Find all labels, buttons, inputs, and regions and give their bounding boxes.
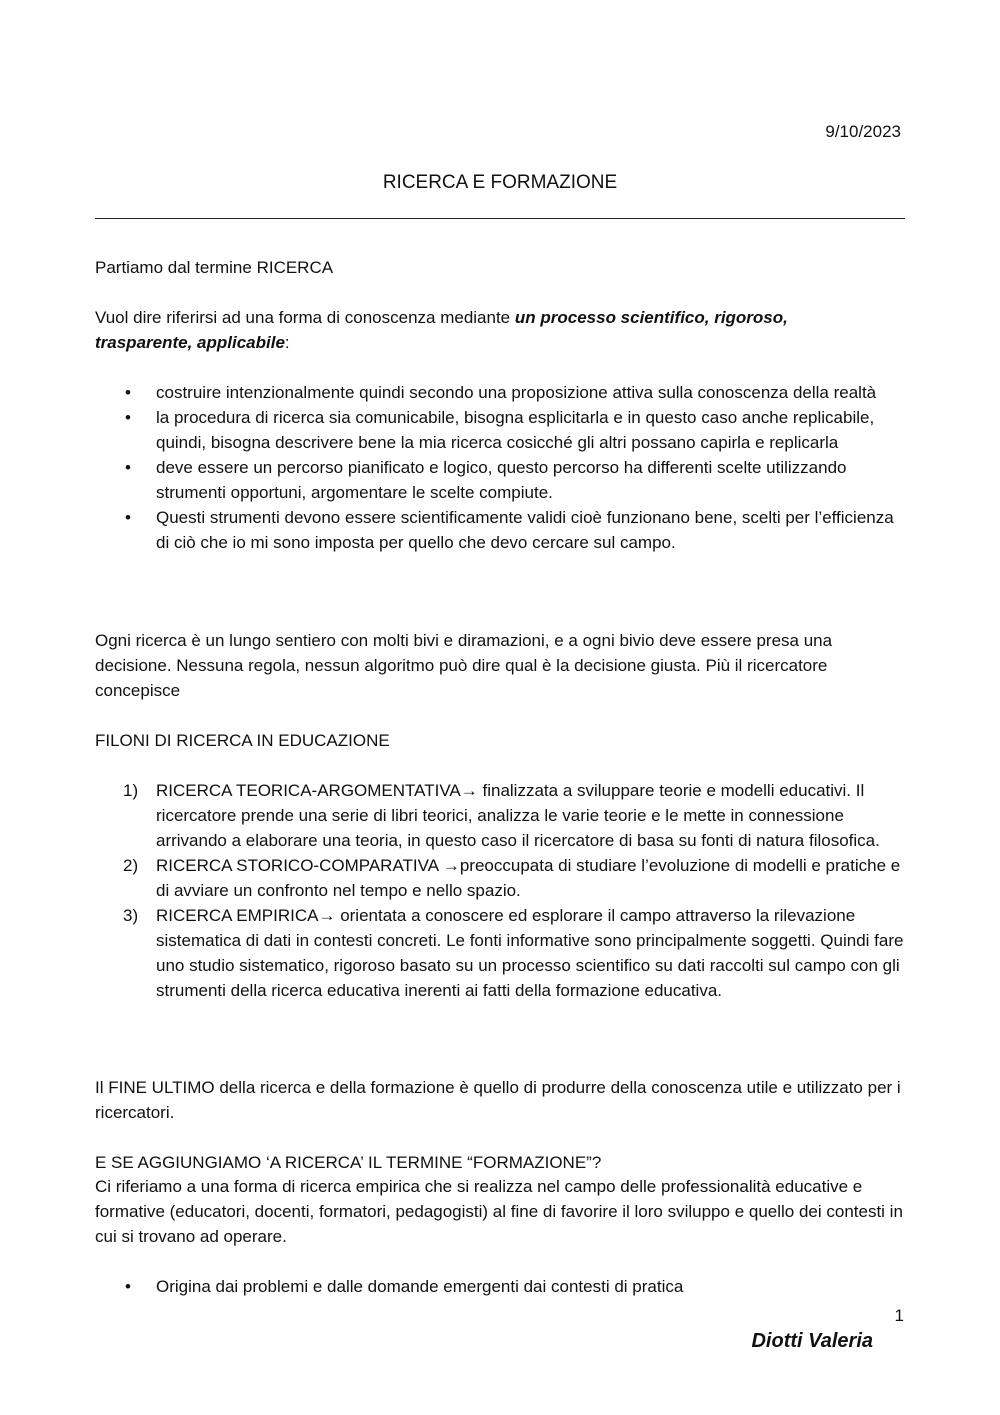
title-underline-rule [95,218,905,219]
definition-prefix: Vuol dire riferirsi ad una forma di conoscenza mediante [95,308,515,327]
final-goal-paragraph: Il FINE ULTIMO della ricerca e della formazione è quello di produrre della conoscenza utile e utilizzato per i ricercatori. [95,1078,901,1122]
bullet-icon: • [125,1277,131,1296]
list-item: • la procedura di ricerca sia comunicabile, bisogna esplicitarla e in questo caso anche replicabile, quindi, bisogna descrivere bene la mia ricerca cosicché gli altri possano capirla e replicarla [95,405,907,455]
list-item: • costruire intenzionalmente quindi secondo una proposizione attiva sulla conoscenza della realtà [95,380,907,405]
list-item: • Origina dai problemi e dalle domande emergenti dai contesti di pratica [95,1274,907,1299]
document-title: RICERCA E FORMAZIONE [382,172,618,193]
formazione-list [95,1274,907,1299]
section-heading-filoni: FILONI DI RICERCA IN EDUCAZIONE [95,731,390,750]
numbered-item: 1) RICERCA TEORICA-ARGOMENTATIVA→ finalizzata a sviluppare teorie e modelli educativi. Il ricercatore prende una serie di libri teorici, analizza le varie teorie e le mette in connessione arrivando a elaborare una teoria, in questo caso il ricercatore di basa su fonti di natura filosofica. [123,781,880,850]
research-criteria-list [95,380,907,555]
path-paragraph: Ogni ricerca è un lungo sentiero con molti bivi e diramazioni, e a ogni bivio deve essere presa una decisione. Nessuna regola, nessun algoritmo può dire qual è la decisione giusta. Più il ricercatore concepisce [95,631,833,700]
formazione-question: E SE AGGIUNGIAMO ‘A RICERCA’ IL TERMINE “FORMAZIONE”? [95,1153,602,1172]
page-number: 1 [894,1306,904,1325]
bullet-icon: • [125,408,131,427]
intro-paragraph: Partiamo dal termine RICERCA [95,258,334,277]
bullet-icon: • [125,508,131,527]
definition-suffix: : [284,333,290,352]
bullet-icon: • [125,383,131,402]
numbered-item: 2) RICERCA STORICO-COMPARATIVA →preoccupata di studiare l’evoluzione di modelli e pratiche e di avviare un confronto nel tempo e nello spazio. [123,856,901,900]
definition-emphasis-line1: un processo scientifico, rigoroso, [514,308,788,327]
list-item: • Questi strumenti devono essere scientificamente validi cioè funzionano bene, scelti per l’efficienza di ciò che io mi sono imposta per quello che devo cercare sul campo. [95,505,907,555]
numbered-item: 3) RICERCA EMPIRICA→ orientata a conoscere ed esplorare il campo attraverso la rilevazione sistematica di dati in contesti concreti. Le fonti informative sono principalmente soggetti. Quindi fare uno studio sistematico, rigoroso basato su un processo scientifico su dati raccolti sul campo con gli strumenti della ricerca educativa inerenti ai fatti della formazione educativa. [123,906,904,1000]
author-signature: Diotti Valeria [751,1330,873,1352]
document-date: 9/10/2023 [825,122,901,141]
definition-paragraph [95,305,907,355]
formazione-paragraph: Ci riferiamo a una forma di ricerca empirica che si realizza nel campo delle professionalità educative e formative (educatori, docenti, formatori, pedagogisti) al fine di favorire il loro sviluppo e quello dei contesti in cui si trovano ad operare. [95,1177,903,1246]
bullet-icon: • [125,458,131,477]
definition-emphasis-line2: trasparente, applicabile [95,333,285,352]
list-item: • deve essere un percorso pianificato e logico, questo percorso ha differenti scelte utilizzando strumenti opportuni, argomentare le scelte compiute. [95,455,907,505]
research-strands-list [95,778,907,1003]
